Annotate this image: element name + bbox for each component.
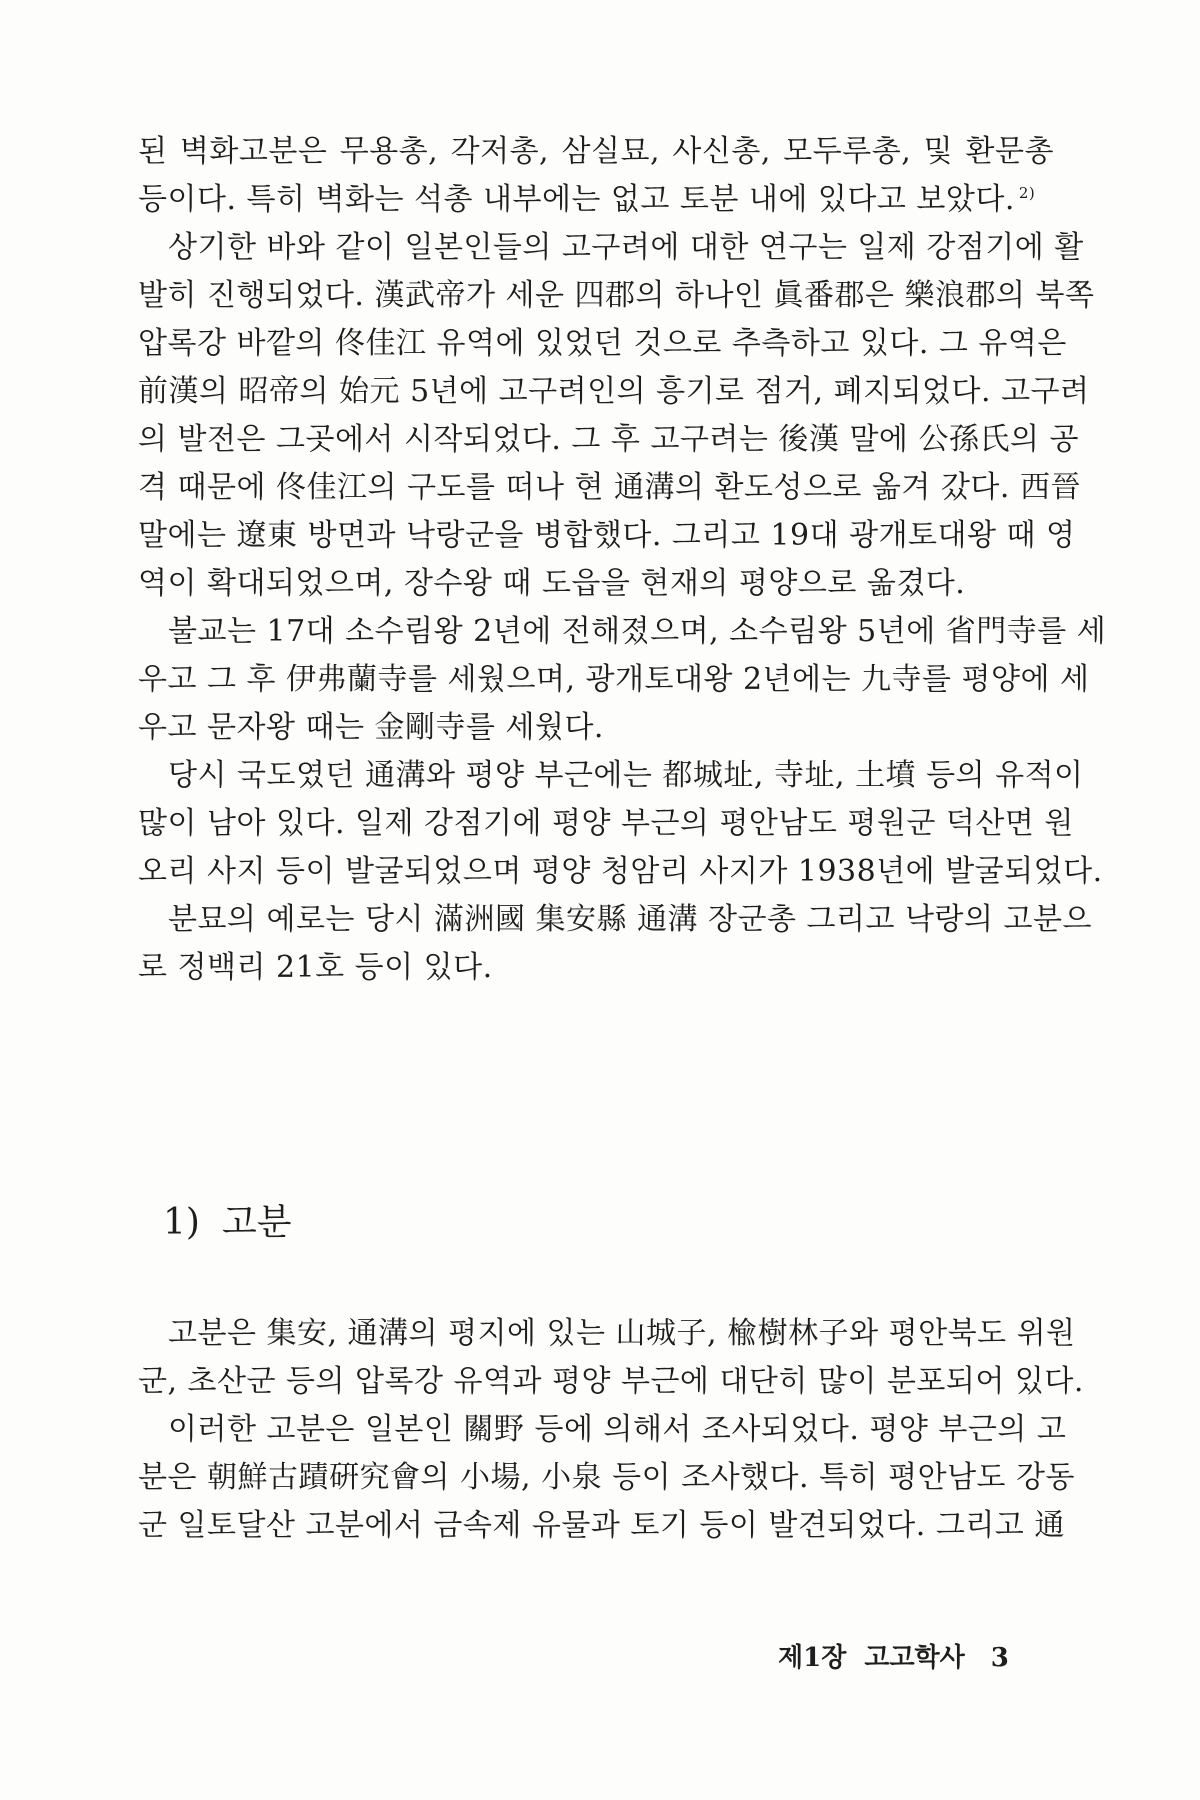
text-line: 당시 국도였던 通溝와 평양 부근에는 都城址, 寺址, 土墳 등의 유적이 [168,758,1084,793]
footnote-reference: 2) [1018,184,1036,202]
text-line: 격 때문에 佟佳江의 구도를 떠나 현 通溝의 환도성으로 옮겨 갔다. 西晉 [138,470,1081,505]
section-number: 1) [163,1202,200,1243]
text-line-with-footnote [138,176,1054,224]
text-line: 의 발전은 그곳에서 시작되었다. 그 후 고구려는 後漢 말에 公孫氏의 공 [138,422,1079,457]
text-line: 분묘의 예로는 당시 滿洲國 集安縣 通溝 장군총 그리고 낙랑의 고분으 [168,902,1092,937]
text-line: 많이 남아 있다. 일제 강점기에 평양 부근의 평안남도 평원군 덕산면 원 [138,806,1074,841]
text-line: 역이 확대되었으며, 장수왕 때 도읍을 현재의 평양으로 옮겼다. [138,566,966,601]
text-line: 발히 진행되었다. 漢武帝가 세운 四郡의 하나인 眞番郡은 樂浪郡의 북쪽 [138,278,1095,313]
text-line: 압록강 바깥의 佟佳江 유역에 있었던 것으로 추측하고 있다. 그 유역은 [138,326,1067,361]
text-line: 등이다. 특히 벽화는 석총 내부에는 없고 토분 내에 있다고 보았다. [138,182,1015,217]
text-line: 분은 朝鮮古蹟硏究會의 小場, 小泉 등이 조사했다. 특히 평안남도 강동 [138,1460,1076,1495]
body-text-bottom [138,1310,1084,1550]
footer-chapter: 제1장 [778,1643,847,1673]
text-line: 된 벽화고분은 무용총, 각저총, 삼실묘, 사신총, 모두루총, 및 환문총 [138,134,1054,169]
page-footer [778,1638,1009,1678]
text-line: 불교는 17대 소수림왕 2년에 전해졌으며, 소수림왕 5년에 省門寺를 세 [168,614,1107,649]
footer-title: 고고학사 [864,1643,965,1673]
text-line: 고분은 集安, 通溝의 평지에 있는 山城子, 楡樹林子와 평안북도 위원 [168,1316,1076,1351]
section-title: 고분 [221,1202,292,1243]
page-number: 3 [990,1643,1009,1673]
text-line: 우고 문자왕 때는 金剛寺를 세웠다. [138,710,604,745]
text-line: 상기한 바와 같이 일본인들의 고구려에 대한 연구는 일제 강점기에 활 [168,230,1084,265]
text-line: 우고 그 후 伊弗蘭寺를 세웠으며, 광개토대왕 2년에는 九寺를 평양에 세 [138,662,1090,697]
text-line: 군 일토달산 고분에서 금속제 유물과 토기 등이 발견되었다. 그리고 通 [138,1508,1065,1543]
text-line: 오리 사지 등이 발굴되었으며 평양 청암리 사지가 1938년에 발굴되었다. [138,854,1103,889]
section-heading [163,1198,292,1248]
text-line: 군, 초산군 등의 압록강 유역과 평양 부근에 대단히 많이 분포되어 있다. [138,1364,1084,1399]
text-line: 말에는 遼東 방면과 낙랑군을 병합했다. 그리고 19대 광개토대왕 때 영 [138,518,1076,553]
text-line: 前漢의 昭帝의 始元 5년에 고구려인의 흥기로 점거, 폐지되었다. 고구려 [138,374,1090,409]
body-text-top [138,128,1107,992]
text-line: 로 정백리 21호 등이 있다. [138,950,493,985]
text-line: 이러한 고분은 일본인 關野 등에 의해서 조사되었다. 평양 부근의 고 [168,1412,1067,1447]
